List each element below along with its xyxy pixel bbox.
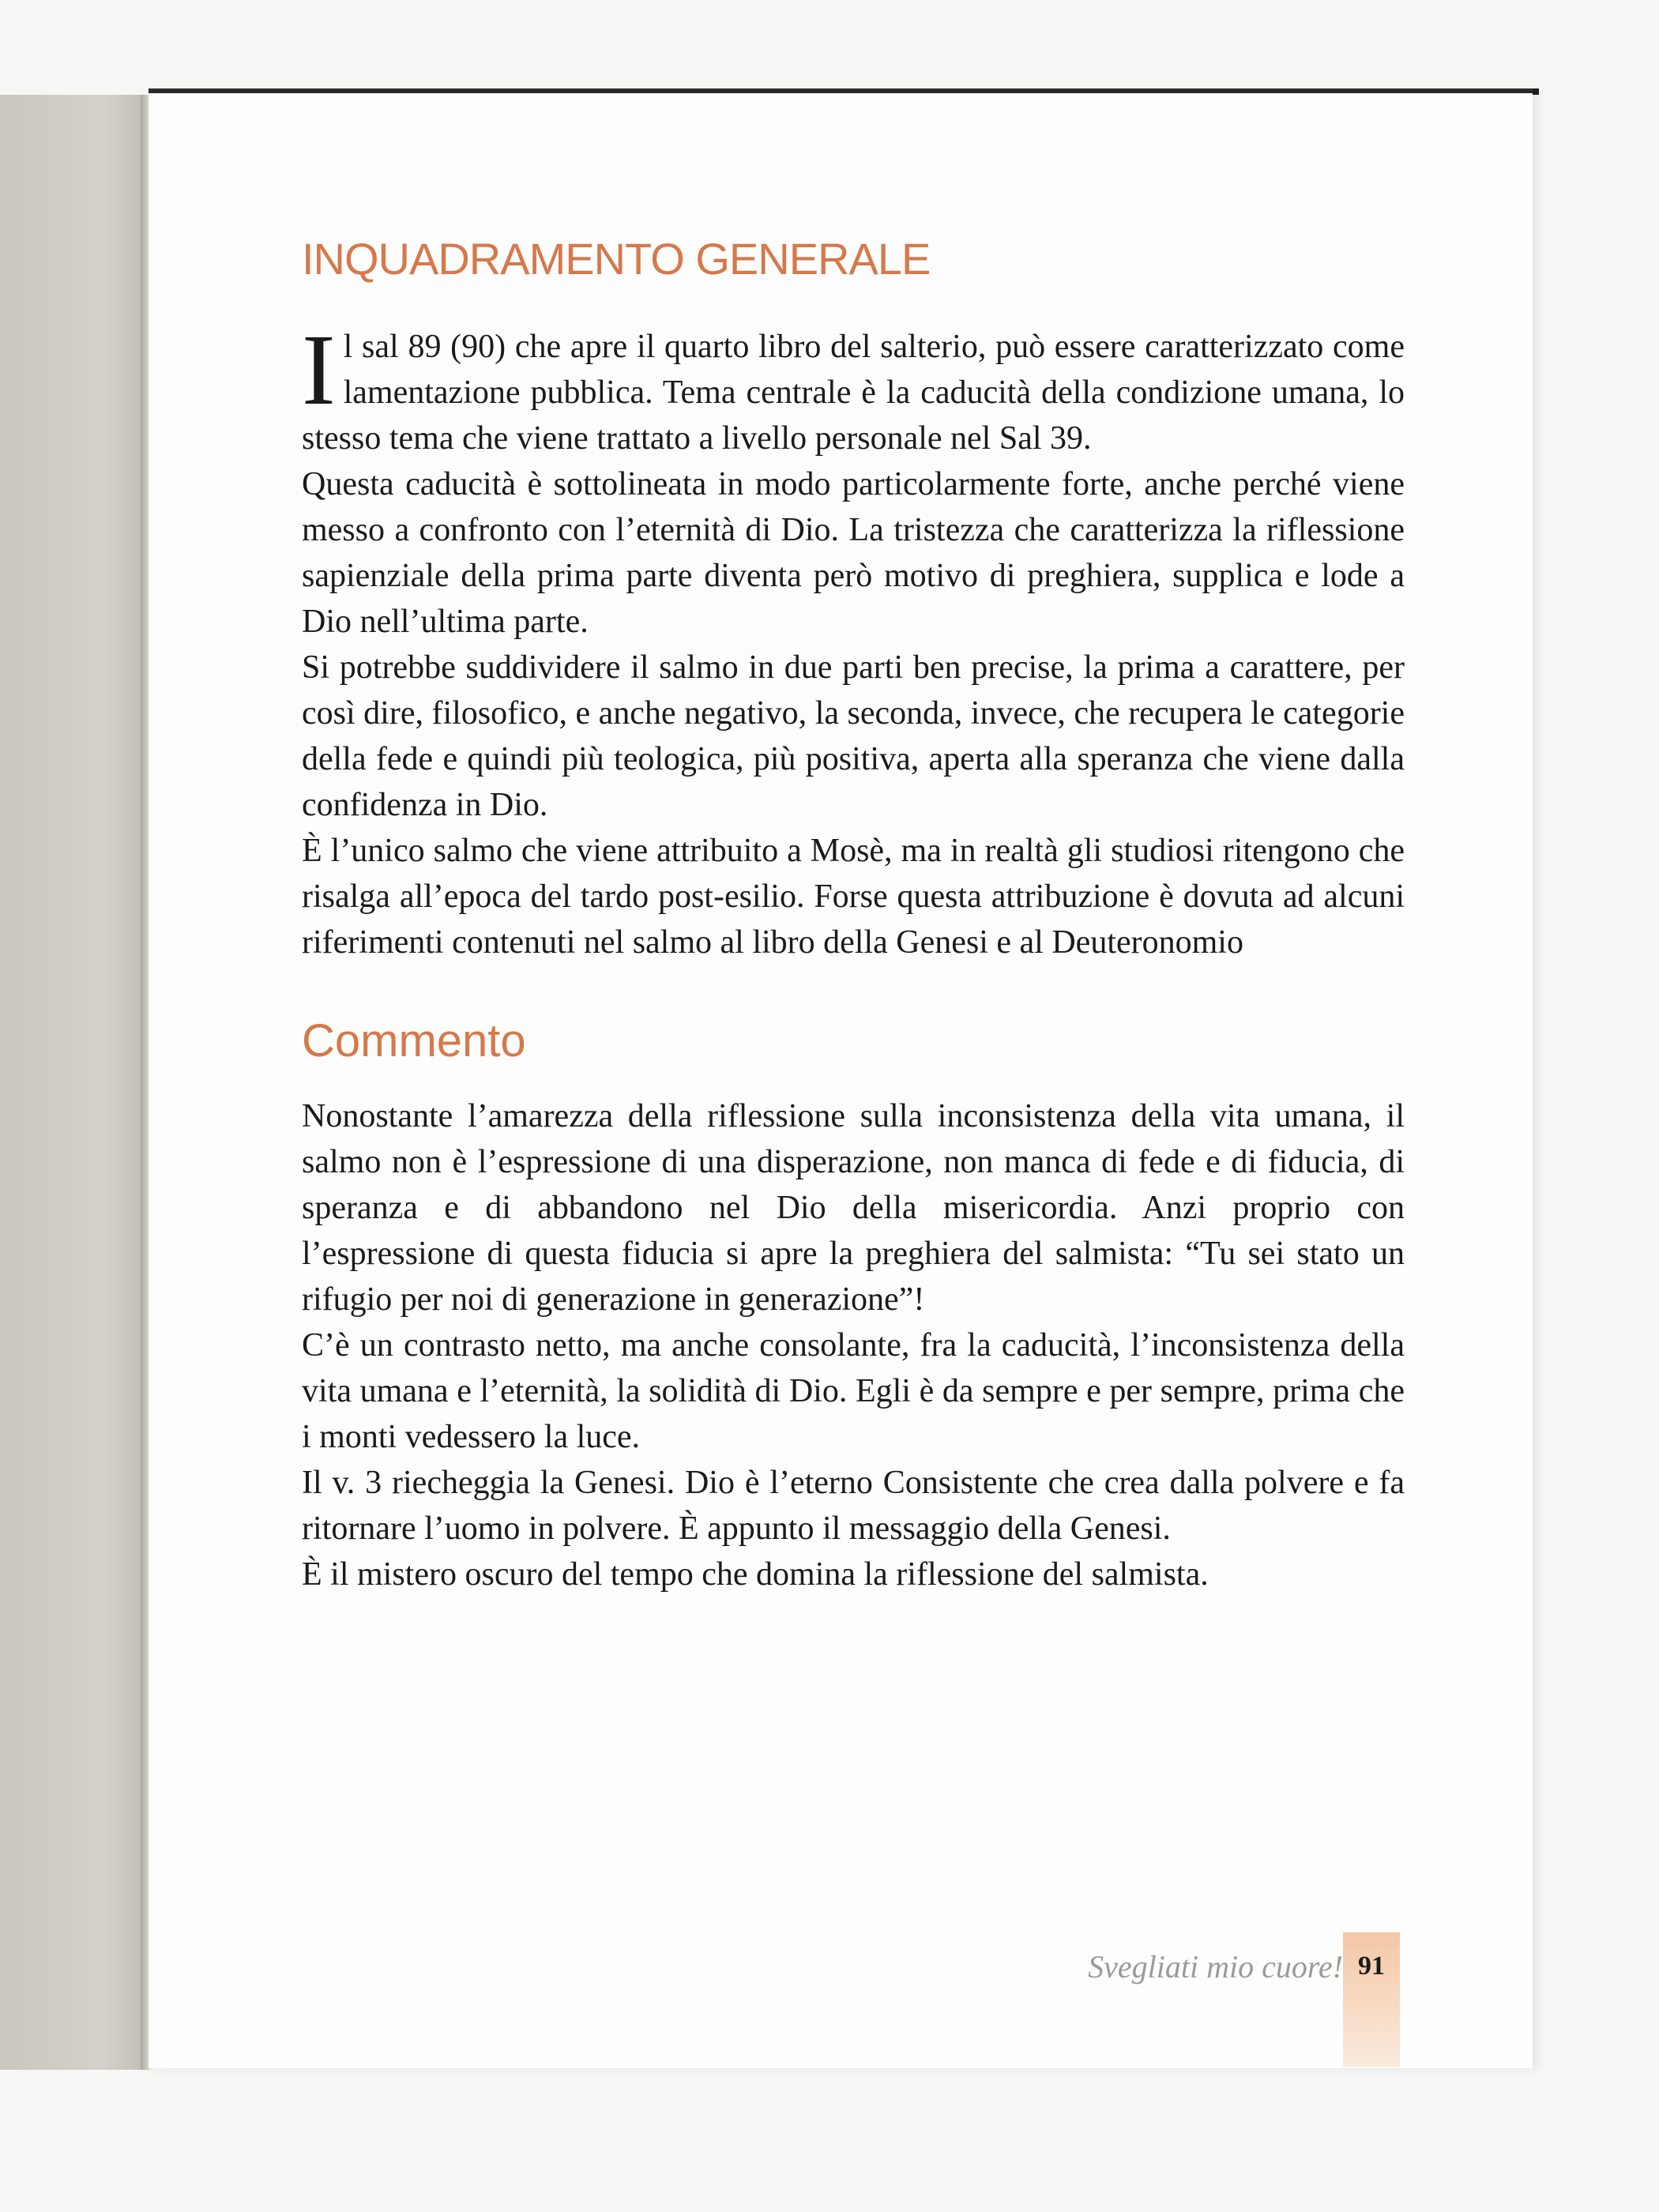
section-commento-text [302, 1093, 1405, 1597]
paragraph: Nonostante l’amarezza della riflessione sulla inconsistenza della vita umana, il salmo non è l’espressione di una disperazione, non manca di fede e di fiducia, di speranza e di abbandono nel Dio della misericordia. Anzi proprio con l’espressione di questa fiducia si apre la preghiera del salmista: “Tu sei stato un rifugio per noi di generazione in generazione”! [302, 1098, 1405, 1318]
running-footer-title: Svegliati mio cuore! [1088, 1949, 1343, 1984]
drop-cap: I [302, 314, 336, 426]
paragraph: Il v. 3 riecheggia la Genesi. Dio è l’eterno Consistente che crea dalla polvere e fa ritornare l’uomo in polvere. È appunto il messaggio della Genesi. [302, 1465, 1405, 1547]
paragraph-text: l sal 89 (90) che apre il quarto libro del salterio, può essere caratterizzato come lamentazione pubblica. Tema centrale è la caducità della condizione umana, lo stesso tema che viene trattato a livello personale nel Sal 39. [302, 329, 1405, 457]
previous-page-edge [0, 95, 150, 2070]
paragraph: C’è un contrasto netto, ma anche consolante, fra la caducità, l’inconsistenza della vita umana e l’eternità, la solidità di Dio. Egli è da sempre e per sempre, prima che i monti vedessero la luce. [302, 1327, 1405, 1455]
paragraph: Questa caducità è sottolineata in modo particolarmente forte, anche perché viene messo a confronto con l’eternità di Dio. La tristezza che caratterizza la riflessione sapienziale della prima parte diventa però motivo di preghiera, supplica e lode a Dio nell’ultima parte. [302, 466, 1405, 640]
page-content [302, 228, 1405, 1597]
section-inquadramento-text [302, 314, 1405, 965]
section-heading-inquadramento: INQUADRAMENTO GENERALE [302, 234, 931, 284]
paragraph: Si potrebbe suddividere il salmo in due parti ben precise, la prima a carattere, per così dire, filosofico, e anche negativo, la seconda, invece, che recupera le categorie della fede e quindi più teologica, più positiva, aperta alla speranza che viene dalla confidenza in Dio. [302, 649, 1405, 823]
paragraph: È il mistero oscuro del tempo che domina la riflessione del salmista. [302, 1556, 1209, 1593]
paragraph: È l’unico salmo che viene attribuito a Mosè, ma in realtà gli studiosi ritengono che risalga all’epoca del tardo post-esilio. Forse questa attribuzione è dovuta ad alcuni riferimenti contenuti nel salmo al libro della Genesi e al Deuteronomio [302, 833, 1405, 961]
paragraph [302, 314, 1405, 461]
section-heading-commento: Commento [302, 1015, 526, 1066]
page-number: 91 [1358, 1951, 1385, 1981]
